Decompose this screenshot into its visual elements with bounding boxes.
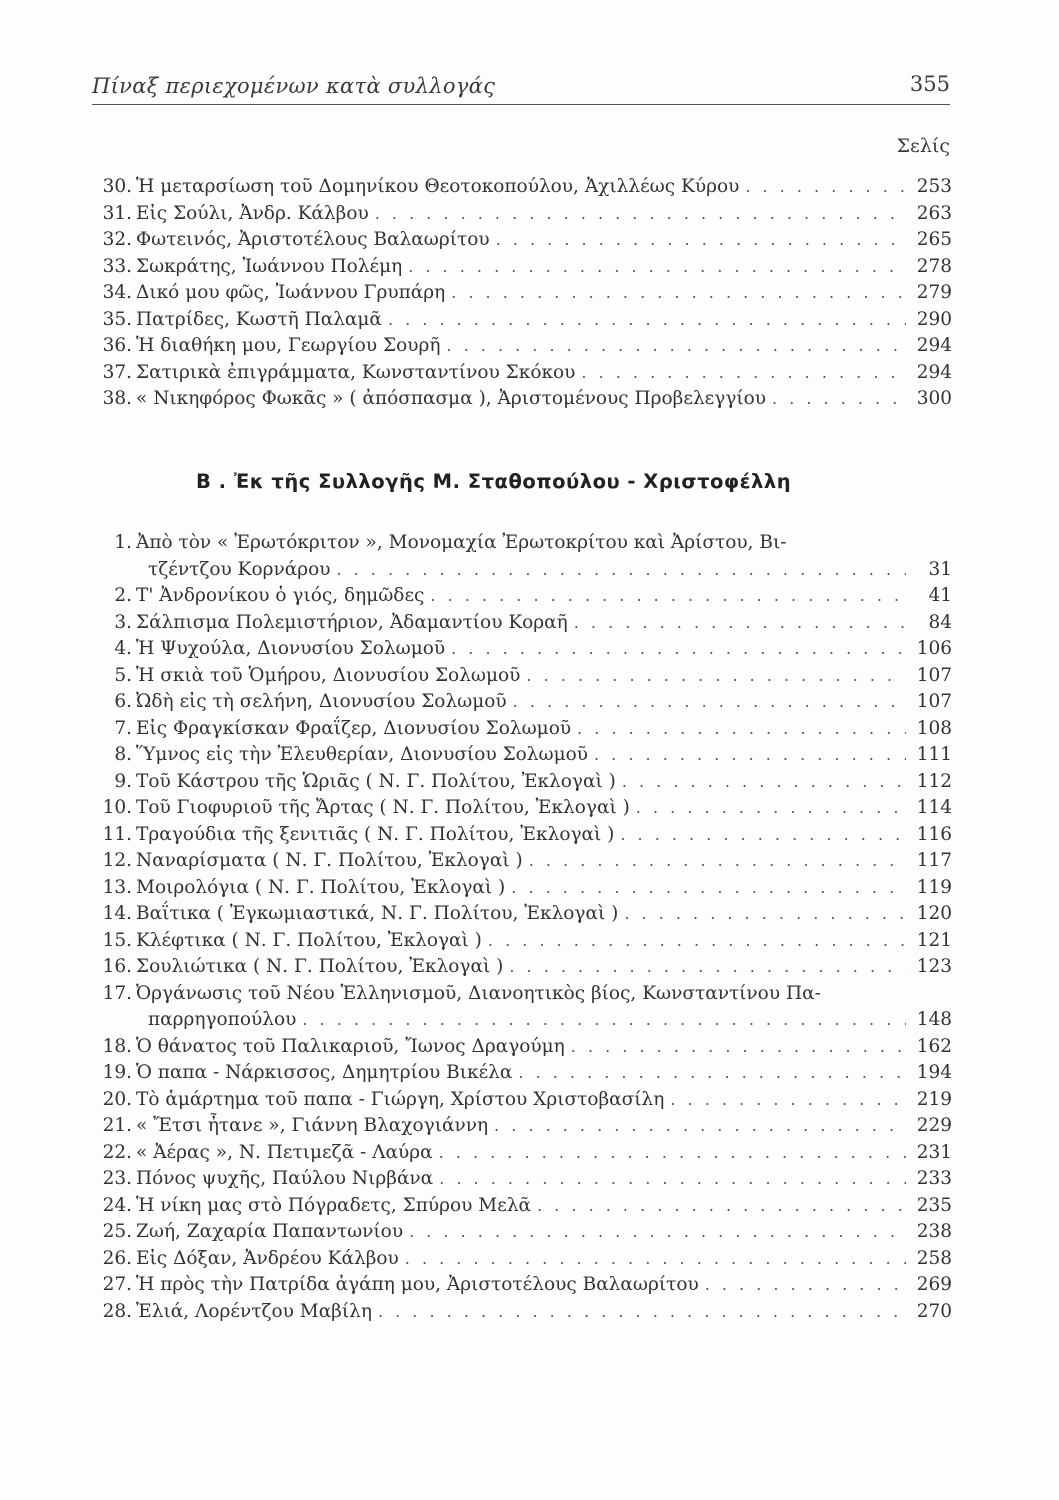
- dot-leader: [571, 1038, 906, 1060]
- toc-entry-title: Ἡ νίκη μας στὸ Πόγραδετς, Σπύρου Μελᾶ: [136, 1194, 532, 1216]
- toc-entry-number: 12.: [102, 850, 132, 871]
- page-column-header: Σελίς: [896, 135, 950, 157]
- dot-leader: [574, 614, 906, 636]
- dot-leader: [388, 311, 906, 333]
- toc-entry-page: 294: [916, 361, 952, 383]
- toc-entry-title: « Ἀέρας », Ν. Πετιμεζᾶ - Λαύρα: [136, 1141, 433, 1163]
- toc-entry: [88, 1193, 952, 1220]
- toc-entry: [88, 201, 952, 228]
- toc-entry-title: Τὸ ἁμάρτημα τοῦ παπα - Γιώργη, Χρίστου Χριστοβασίλη: [136, 1088, 665, 1110]
- toc-entry: [88, 174, 952, 201]
- dot-leader: [378, 1303, 906, 1325]
- toc-entry-title: Φωτεινός, Ἀριστοτέλους Βαλαωρίτου: [136, 229, 490, 250]
- toc-entry-title: Σουλιώτικα ( Ν. Γ. Πολίτου, Ἐκλογαὶ ): [136, 956, 504, 977]
- toc-entry: [88, 689, 952, 716]
- toc-entry-page: 231: [916, 1141, 952, 1163]
- dot-leader: [336, 561, 906, 583]
- dot-leader: [439, 1144, 906, 1166]
- toc-entry: [88, 795, 952, 822]
- toc-entry-number: 34.: [102, 282, 132, 303]
- toc-entry-title: Ναναρίσματα ( Ν. Γ. Πολίτου, Ἐκλογαὶ ): [136, 850, 523, 871]
- toc-entry-title: Τοῦ Κάστρου τῆς Ὡριᾶς ( Ν. Γ. Πολίτου, Ἐκλογαὶ ): [136, 770, 616, 792]
- toc-entry-page: 111: [916, 744, 952, 765]
- toc-entry-title: Ὀργάνωσις τοῦ Νέου Ἑλληνισμοῦ, Διανοητικὸς βίος, Κωνσταντίνου Πα-: [136, 982, 821, 1004]
- toc-entry: [88, 901, 952, 928]
- toc-entry-title: Ὕμνος εἰς τὴν Ἐλευθερίαν, Διονυσίου Σολωμοῦ: [136, 744, 589, 765]
- toc-entry-page: 279: [916, 282, 952, 303]
- toc-entry: [88, 928, 952, 955]
- running-title: Πίναξ περιεχομένων κατὰ συλλογάς: [92, 74, 496, 98]
- toc-entry-page: 238: [916, 1221, 952, 1242]
- toc-entry-number: 4.: [114, 638, 132, 659]
- toc-entry-number: 38.: [102, 388, 132, 409]
- toc-entry-number: 31.: [102, 202, 132, 224]
- toc-entry-line: [88, 981, 952, 1008]
- toc-entry: [88, 848, 952, 875]
- dot-leader: [511, 879, 906, 901]
- toc-entry: [88, 360, 952, 387]
- toc-entry-number: 24.: [102, 1194, 132, 1216]
- toc-entry-page: 253: [916, 176, 952, 197]
- toc-entry-page: 235: [916, 1194, 952, 1216]
- toc-entry: [88, 227, 952, 254]
- toc-entry: [88, 769, 952, 796]
- toc-entry: [88, 636, 952, 663]
- toc-entry-title: Ἡ σκιὰ τοῦ Ὁμήρου, Διονυσίου Σολωμοῦ: [136, 664, 521, 686]
- dot-leader: [624, 906, 906, 928]
- dot-leader: [408, 258, 906, 280]
- toc-entry-number: 18.: [102, 1035, 132, 1057]
- toc-entry: [88, 1034, 952, 1061]
- toc-entry-number: 11.: [102, 823, 132, 845]
- toc-entry-number: 37.: [102, 361, 132, 383]
- toc-entry-title: Ἡ μεταρσίωση τοῦ Δομηνίκου Θεοτοκοπούλου, Ἀχιλλέως Κύρου: [136, 176, 740, 197]
- toc-entry-title: Ὁ παπα - Νάρκισσος, Δημητρίου Βικέλα: [136, 1062, 513, 1083]
- toc-entry-title: Βαΐτικα ( Ἐγκωμιαστικά, Ν. Γ. Πολίτου, Ἐκλογαὶ ): [136, 903, 619, 924]
- dot-leader: [446, 338, 906, 360]
- dot-leader: [526, 667, 906, 689]
- toc-entry-title: Σατιρικὰ ἐπιγράμματα, Κωνσταντίνου Σκόκου: [136, 361, 576, 383]
- toc-entry-page: 41: [928, 585, 952, 606]
- toc-entry: [88, 1219, 952, 1246]
- toc-entry-number: 3.: [114, 611, 132, 633]
- toc-entry-number: 6.: [114, 691, 132, 712]
- dot-leader: [488, 932, 906, 954]
- toc-entry-number: 13.: [102, 876, 132, 898]
- toc-entry-page: 258: [916, 1247, 952, 1269]
- toc-entry-number: 15.: [102, 929, 132, 951]
- dot-leader: [439, 1171, 906, 1193]
- dot-leader: [581, 364, 906, 386]
- dot-leader: [451, 285, 906, 307]
- toc-entry-number: 9.: [114, 770, 132, 792]
- toc-entry-title: Εἰς Σούλι, Ἀνδρ. Κάλβου: [136, 202, 369, 224]
- toc-entry-title: Εἰς Δόξαν, Ἀνδρέου Κάλβου: [136, 1247, 399, 1269]
- toc-entry-page: 106: [916, 638, 952, 659]
- toc-entry-page: 116: [916, 823, 952, 845]
- toc-entry-title: Ζωή, Ζαχαρία Παπαντωνίου: [136, 1221, 404, 1242]
- toc-entry-page: 107: [916, 664, 952, 686]
- toc-section-a: [88, 174, 952, 413]
- toc-entry-page: 294: [916, 335, 952, 356]
- toc-entry-title: « Ἔτσι ἦτανε », Γιάννη Βλαχογιάννη: [136, 1115, 489, 1136]
- toc-entry: [88, 254, 952, 281]
- toc-entry: [88, 307, 952, 334]
- toc-entry: [88, 530, 952, 583]
- toc-entry-title-continued: παρρηγοπούλου: [148, 1009, 297, 1030]
- toc-entry-title: Ἡ Ψυχούλα, Διονυσίου Σολωμοῦ: [136, 638, 446, 659]
- toc-entry-title-continued: τζέντζου Κορνάρου: [148, 558, 331, 580]
- toc-entry: [88, 583, 952, 610]
- toc-entry-number: 22.: [102, 1141, 132, 1163]
- toc-entry-page: 120: [916, 903, 952, 924]
- toc-entry-title: Ὁ θάνατος τοῦ Παλικαριοῦ, Ἴωνος Δραγούμη: [136, 1035, 565, 1057]
- toc-entry: [88, 1140, 952, 1167]
- toc-entry: [88, 954, 952, 981]
- toc-entry-title: Σάλπισμα Πολεμιστήριον, Ἀδαμαντίου Κοραῆ: [136, 611, 568, 633]
- toc-entry-line: [88, 557, 952, 584]
- toc-entry-page: 194: [916, 1062, 952, 1083]
- toc-entry-number: 8.: [114, 744, 132, 765]
- toc-entry-number: 35.: [102, 308, 132, 330]
- toc-entry-number: 28.: [102, 1300, 132, 1322]
- toc-entry: [88, 386, 952, 413]
- toc-entry: [88, 742, 952, 769]
- toc-entry-title: Τραγούδια τῆς ξενιτιᾶς ( Ν. Γ. Πολίτου, Ἐκλογαὶ ): [136, 823, 615, 845]
- toc-entry-number: 17.: [102, 982, 132, 1004]
- toc-entry-page: 121: [916, 929, 952, 951]
- toc-entry-number: 7.: [114, 717, 132, 739]
- toc-entry: [88, 1087, 952, 1114]
- dot-leader: [772, 391, 906, 413]
- toc-entry-title: Κλέφτικα ( Ν. Γ. Πολίτου, Ἐκλογαὶ ): [136, 929, 482, 951]
- toc-entry-page: 229: [916, 1115, 952, 1136]
- dot-leader: [620, 826, 906, 848]
- toc-entry-title: Σωκράτης, Ἰωάννου Πολέμη: [136, 255, 403, 277]
- toc-entry: [88, 875, 952, 902]
- toc-entry-title: Πόνος ψυχῆς, Παύλου Νιρβάνα: [136, 1168, 434, 1189]
- toc-entry: [88, 1060, 952, 1087]
- toc-entry-page: 114: [916, 797, 952, 818]
- toc-entry-number: 2.: [114, 585, 132, 606]
- toc-entry-page: 300: [916, 388, 952, 409]
- toc-entry-number: 26.: [102, 1247, 132, 1269]
- dot-leader: [430, 588, 906, 610]
- toc-entry-number: 20.: [102, 1088, 132, 1110]
- toc-entry-page: 290: [916, 308, 952, 330]
- toc-entry-page: 278: [916, 255, 952, 277]
- toc-entry-number: 30.: [102, 176, 132, 197]
- toc-entry-title: Εἰς Φραγκίσκαν Φραΐζερ, Διονυσίου Σολωμοῦ: [136, 717, 572, 739]
- toc-entry-page: 31: [928, 558, 952, 580]
- toc-entry-page: 84: [928, 611, 952, 633]
- dot-leader: [745, 179, 906, 201]
- toc-entry-page: 112: [916, 770, 952, 792]
- toc-entry-number: 21.: [102, 1115, 132, 1136]
- dot-leader: [496, 232, 906, 254]
- toc-entry-number: 5.: [114, 664, 132, 686]
- toc-entry-line: [88, 530, 952, 557]
- toc-entry: [88, 610, 952, 637]
- toc-entry-page: 107: [916, 691, 952, 712]
- toc-entry-page: 219: [916, 1088, 952, 1110]
- toc-entry-number: 1.: [114, 532, 132, 553]
- dot-leader: [494, 1118, 906, 1140]
- toc-entry-page: 269: [916, 1274, 952, 1295]
- toc-entry: [88, 716, 952, 743]
- toc-entry-number: 25.: [102, 1221, 132, 1242]
- toc-entry-number: 32.: [102, 229, 132, 250]
- dot-leader: [594, 747, 906, 769]
- toc-entry: [88, 981, 952, 1034]
- toc-entry: [88, 663, 952, 690]
- toc-entry: [88, 1272, 952, 1299]
- toc-entry-title: Ἐλιά, Λορέντζου Μαβίλη: [136, 1300, 372, 1322]
- toc-entry-title: « Νικηφόρος Φωκᾶς » ( ἀπόσπασμα ), Ἀριστομένους Προβελεγγίου: [136, 388, 767, 409]
- toc-entry: [88, 1246, 952, 1273]
- toc-entry-line: [88, 1007, 952, 1034]
- dot-leader: [705, 1277, 906, 1299]
- toc-entry-number: 19.: [102, 1062, 132, 1083]
- header-rule: [92, 104, 950, 105]
- toc-entry-title: Τοῦ Γιοφυριοῦ τῆς Ἄρτας ( Ν. Γ. Πολίτου, Ἐκλογαὶ ): [136, 797, 630, 818]
- toc-entry: [88, 280, 952, 307]
- dot-leader: [577, 720, 906, 742]
- toc-entry: [88, 333, 952, 360]
- toc-section-b: [88, 530, 952, 1325]
- toc-entry-page: 119: [916, 876, 952, 898]
- toc-entry-page: 148: [916, 1009, 952, 1030]
- toc-entry-page: 233: [916, 1168, 952, 1189]
- toc-entry-number: 33.: [102, 255, 132, 277]
- dot-leader: [375, 205, 906, 227]
- dot-leader: [636, 800, 906, 822]
- dot-leader: [302, 1012, 906, 1034]
- running-head: [92, 72, 950, 106]
- toc-entry-title: Ἡ διαθήκη μου, Γεωργίου Σουρῆ: [136, 335, 441, 356]
- dot-leader: [529, 853, 906, 875]
- toc-entry-title: Τ' Ἀνδρονίκου ὁ γιός, δημῶδες: [136, 585, 425, 606]
- toc-entry-number: 27.: [102, 1274, 132, 1295]
- toc-entry-page: 263: [916, 202, 952, 224]
- toc-entry-page: 117: [916, 850, 952, 871]
- toc-entry-page: 123: [916, 956, 952, 977]
- dot-leader: [513, 694, 906, 716]
- toc-entry-number: 14.: [102, 903, 132, 924]
- toc-entry-number: 10.: [102, 797, 132, 818]
- dot-leader: [451, 641, 906, 663]
- toc-entry-title: Πατρίδες, Κωστῆ Παλαμᾶ: [136, 308, 382, 330]
- toc-entry-page: 162: [916, 1035, 952, 1057]
- toc-entry-title: Ὠδὴ εἰς τὴ σελήνη, Διονυσίου Σολωμοῦ: [136, 691, 507, 712]
- dot-leader: [622, 773, 906, 795]
- dot-leader: [509, 959, 906, 981]
- toc-entry-page: 108: [916, 717, 952, 739]
- dot-leader: [518, 1065, 906, 1087]
- toc-entry: [88, 1113, 952, 1140]
- page-number: 355: [909, 72, 950, 96]
- section-heading: Β . Ἐκ τῆς Συλλογῆς Μ. Σταθοπούλου - Χριστοφέλλη: [196, 470, 792, 493]
- dot-leader: [409, 1224, 906, 1246]
- toc-entry-number: 16.: [102, 956, 132, 977]
- toc-entry: [88, 1299, 952, 1326]
- toc-entry-title: Μοιρολόγια ( Ν. Γ. Πολίτου, Ἐκλογαὶ ): [136, 876, 506, 898]
- toc-entry-title: Ἀπὸ τὸν « Ἐρωτόκριτον », Μονομαχία Ἐρωτοκρίτου καὶ Ἀρίστου, Βι-: [136, 532, 787, 553]
- toc-entry: [88, 822, 952, 849]
- toc-entry-page: 270: [916, 1300, 952, 1322]
- dot-leader: [405, 1250, 906, 1272]
- toc-entry-number: 23.: [102, 1168, 132, 1189]
- toc-entry-title: Δικό μου φῶς, Ἰωάννου Γρυπάρη: [136, 282, 446, 303]
- dot-leader: [670, 1091, 906, 1113]
- toc-entry: [88, 1166, 952, 1193]
- toc-entry-number: 36.: [102, 335, 132, 356]
- toc-entry-title: Ἡ πρὸς τὴν Πατρίδα ἀγάπη μου, Ἀριστοτέλους Βαλαωρίτου: [136, 1274, 699, 1295]
- toc-entry-page: 265: [916, 229, 952, 250]
- dot-leader: [537, 1197, 906, 1219]
